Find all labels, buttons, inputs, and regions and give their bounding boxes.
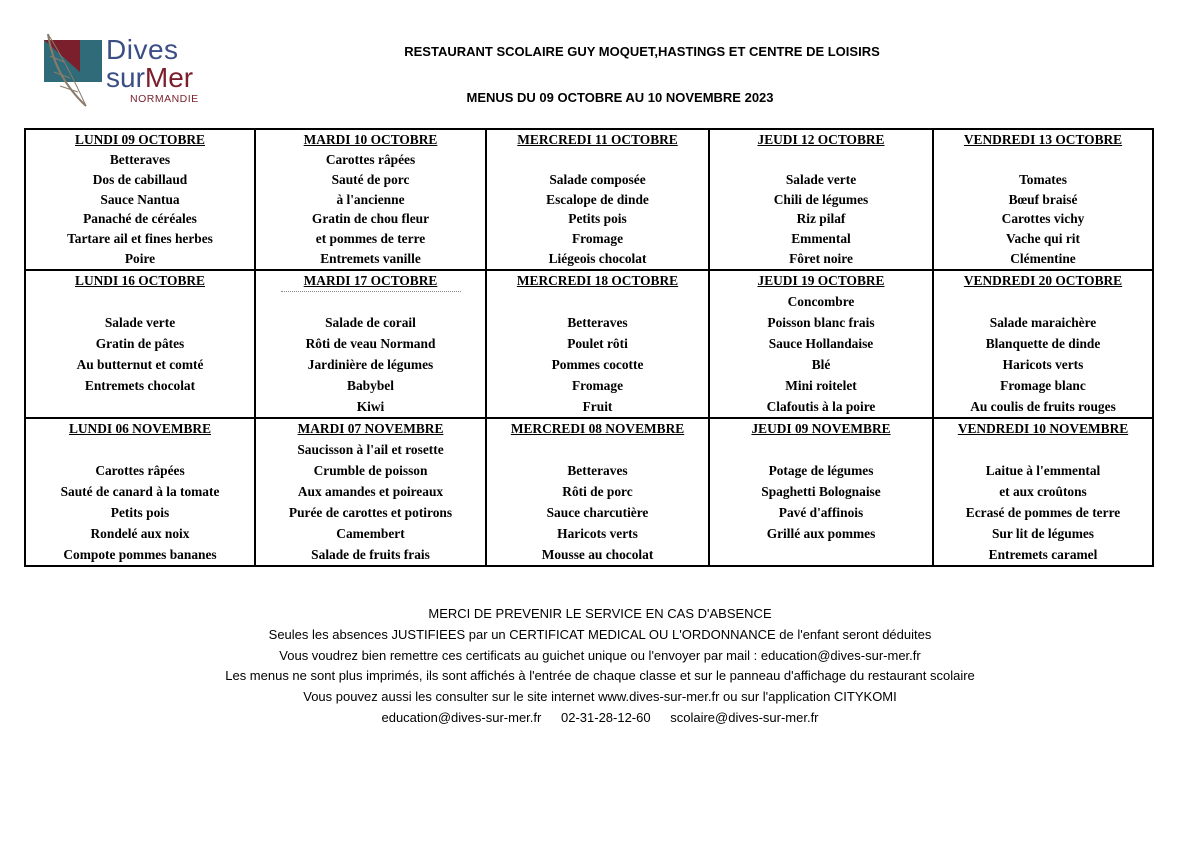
day-cell — [25, 129, 255, 270]
menu-item: Haricots verts — [1002, 356, 1084, 372]
menu-item: Compote pommes bananes — [63, 546, 217, 562]
menu-item — [710, 150, 932, 170]
menu-item: Concombre — [787, 293, 855, 309]
contact-email[interactable]: education@dives-sur-mer.fr — [381, 709, 542, 725]
menu-item: Babybel — [347, 377, 394, 393]
menu-item: Rôti de porc — [562, 483, 633, 499]
menu-item: Sauce charcutière — [546, 504, 649, 520]
menu-item: Bœuf braisé — [1008, 191, 1078, 207]
menu-item: Fôret noire — [789, 250, 853, 266]
day-cell — [933, 129, 1153, 270]
menu-item: Carottes râpées — [95, 462, 185, 478]
week-row — [25, 129, 1153, 270]
menu-item: Entremets caramel — [988, 546, 1098, 562]
menu-item — [710, 439, 932, 460]
menu-item: Blé — [811, 356, 831, 372]
footer-notice — [100, 604, 1100, 729]
menu-item: Mousse au chocolat — [541, 546, 654, 562]
menu-item — [934, 150, 1152, 170]
day-heading: JEUDI 19 OCTOBRE — [757, 272, 885, 288]
dotted-separator — [281, 291, 461, 294]
menu-item: Chili de légumes — [773, 191, 869, 207]
menu-item — [487, 439, 708, 460]
menu-item — [487, 150, 708, 170]
menu-item: Tartare ail et fines herbes — [67, 231, 213, 247]
menu-item: Poisson blanc frais — [767, 314, 875, 330]
menu-item — [26, 439, 254, 460]
menu-table — [24, 128, 1154, 567]
logo-name: Dives — [106, 34, 179, 65]
footer-line: Les menus ne sont plus imprimés, ils sont affichés à l'entrée de chaque classe et sur le panneau d'affichage du restaurant scolaire — [225, 668, 975, 684]
menu-item: Rondelé aux noix — [90, 525, 190, 541]
menu-item — [26, 291, 254, 312]
day-cell — [933, 270, 1153, 418]
menu-item: Laitue à l'emmental — [985, 462, 1101, 478]
menu-item: Kiwi — [356, 398, 385, 414]
day-heading: JEUDI 09 NOVEMBRE — [751, 420, 891, 436]
menu-item: Saucisson à l'ail et rosette — [297, 441, 444, 457]
menu-item: Sauce Hollandaise — [768, 335, 874, 351]
menu-item: Liégeois chocolat — [548, 250, 647, 266]
menu-item: Poulet rôti — [567, 335, 628, 351]
day-cell — [255, 129, 486, 270]
menu-item: Salade verte — [104, 314, 176, 330]
menu-item: Betteraves — [109, 152, 171, 167]
menu-item: et aux croûtons — [999, 483, 1087, 499]
menu-item: Sauté de canard à la tomate — [60, 483, 220, 499]
day-heading: MERCREDI 08 NOVEMBRE — [510, 420, 685, 436]
day-cell — [25, 270, 255, 418]
menu-item: Crumble de poisson — [313, 462, 428, 478]
menu-item: Spaghetti Bolognaise — [761, 483, 881, 499]
day-heading: LUNDI 06 NOVEMBRE — [68, 420, 212, 436]
menu-item: Fruit — [582, 398, 613, 414]
menu-item: Salade de fruits frais — [311, 546, 430, 562]
menu-item — [934, 291, 1152, 312]
menu-item: Fromage — [571, 231, 624, 247]
menu-item: Pavé d'affinois — [778, 504, 864, 520]
week-row — [25, 270, 1153, 418]
menu-item: Emmental — [791, 231, 851, 247]
menu-item: Sauté de porc — [331, 171, 410, 187]
menu-item: Rôti de veau Normand — [305, 335, 436, 351]
menu-item: Salade maraichère — [989, 314, 1097, 330]
logo-sur: sur — [106, 62, 145, 93]
menu-item: Riz pilaf — [796, 211, 846, 227]
menu-item: Salade composée — [549, 171, 646, 187]
menu-item: Gratin de chou fleur — [311, 211, 430, 227]
menu-item: Gratin de pâtes — [95, 335, 185, 351]
day-cell — [709, 129, 933, 270]
menu-item: Mini roitelet — [785, 377, 857, 393]
menu-item: Entremets chocolat — [84, 377, 196, 393]
footer-line: Seules les absences JUSTIFIEES par un CERTIFICAT MEDICAL OU L'ORDONNANCE de l'enfant seront déduites — [268, 626, 932, 642]
menu-item: Au butternut et comté — [76, 356, 204, 372]
day-cell — [709, 270, 933, 418]
menu-item: Petits pois — [110, 504, 170, 520]
menu-item: Petits pois — [568, 211, 627, 227]
menu-item: Vache qui rit — [1006, 231, 1080, 247]
sail-icon — [24, 26, 104, 112]
menu-item: à l'ancienne — [336, 191, 405, 207]
menu-item: Dos de cabillaud — [92, 171, 188, 187]
page-subtitle: MENUS DU 09 OCTOBRE AU 10 NOVEMBRE 2023 — [466, 90, 774, 105]
day-cell — [255, 270, 486, 418]
menu-item: Betteraves — [567, 314, 628, 330]
contact-phone: 02-31-28-12-60 — [560, 709, 651, 725]
week-row — [25, 418, 1153, 566]
day-heading: VENDREDI 13 OCTOBRE — [963, 132, 1123, 147]
menu-item: Pommes cocotte — [551, 356, 644, 372]
page-title: RESTAURANT SCOLAIRE GUY MOQUET,HASTINGS ET CENTRE DE LOISIRS — [404, 44, 880, 59]
menu-item: Fromage blanc — [1000, 377, 1086, 393]
footer-line: MERCI DE PREVENIR LE SERVICE EN CAS D'ABSENCE — [428, 606, 772, 621]
menu-item: Blanquette de dinde — [985, 335, 1101, 351]
menu-item: Sur lit de légumes — [991, 525, 1095, 541]
menu-item: Betteraves — [567, 462, 628, 478]
menu-item: Potage de légumes — [768, 462, 874, 478]
logo-mer: Mer — [144, 62, 194, 93]
menu-item: Clémentine — [1010, 250, 1076, 266]
day-cell — [25, 418, 255, 566]
day-heading: MARDI 07 NOVEMBRE — [297, 420, 444, 436]
logo — [24, 26, 242, 112]
menu-item: Ecrasé de pommes de terre — [965, 504, 1121, 520]
footer-contacts — [100, 708, 1100, 729]
menu-item: Aux amandes et poireaux — [297, 483, 444, 499]
menu-item — [26, 396, 254, 417]
footer-line: Vous pouvez aussi les consulter sur le site internet www.dives-sur-mer.fr ou sur l'application CITYKOMI — [303, 689, 897, 705]
menu-item: Tomates — [1019, 171, 1067, 187]
footer-line: Vous voudrez bien remettre ces certificats au guichet unique ou l'envoyer par mail : education@dives-sur-mer.fr — [279, 647, 921, 663]
menu-item: Jardinière de légumes — [307, 356, 434, 372]
day-heading: JEUDI 12 OCTOBRE — [757, 132, 885, 147]
menu-item: Carottes vichy — [1001, 211, 1085, 227]
menu-item — [934, 439, 1152, 460]
day-cell — [486, 418, 709, 566]
menu-item: Purée de carottes et potirons — [288, 504, 453, 520]
menu-item: et pommes de terre — [315, 231, 426, 247]
day-heading: VENDREDI 20 OCTOBRE — [963, 272, 1123, 288]
day-cell — [933, 418, 1153, 566]
menu-item: Carottes râpées — [325, 152, 416, 167]
day-heading: LUNDI 16 OCTOBRE — [75, 272, 205, 288]
logo-region: NORMANDIE — [130, 93, 199, 105]
menu-item: Grillé aux pommes — [766, 525, 876, 541]
day-heading: MERCREDI 18 OCTOBRE — [516, 272, 679, 288]
menu-item: Sauce Nantua — [100, 191, 180, 207]
day-cell — [486, 129, 709, 270]
menu-item: Poire — [124, 250, 156, 266]
day-heading: MARDI 10 OCTOBRE — [303, 132, 438, 147]
menu-item: Panaché de céréales — [83, 211, 197, 227]
menu-item: Entremets vanille — [320, 250, 421, 266]
day-heading: LUNDI 09 OCTOBRE — [75, 132, 205, 147]
day-heading: MARDI 17 OCTOBRE — [303, 272, 438, 288]
menu-item — [710, 544, 932, 565]
menu-item: Fromage — [571, 377, 624, 393]
contact-email-scolaire[interactable]: scolaire@dives-sur-mer.fr — [670, 709, 819, 725]
menu-item — [487, 291, 708, 312]
menu-item: Salade de corail — [325, 314, 416, 330]
menu-item — [256, 291, 485, 312]
menu-item: Haricots verts — [557, 525, 638, 541]
menu-item: Escalope de dinde — [546, 191, 649, 207]
menu-item: Camembert — [336, 525, 405, 541]
day-cell — [486, 270, 709, 418]
day-heading: MERCREDI 11 OCTOBRE — [517, 132, 678, 147]
menu-item: Salade verte — [785, 171, 857, 187]
menu-item: Clafoutis à la poire — [766, 398, 876, 414]
day-heading: VENDREDI 10 NOVEMBRE — [957, 420, 1129, 436]
day-cell — [255, 418, 486, 566]
day-cell — [709, 418, 933, 566]
menu-item: Au coulis de fruits rouges — [970, 398, 1116, 414]
